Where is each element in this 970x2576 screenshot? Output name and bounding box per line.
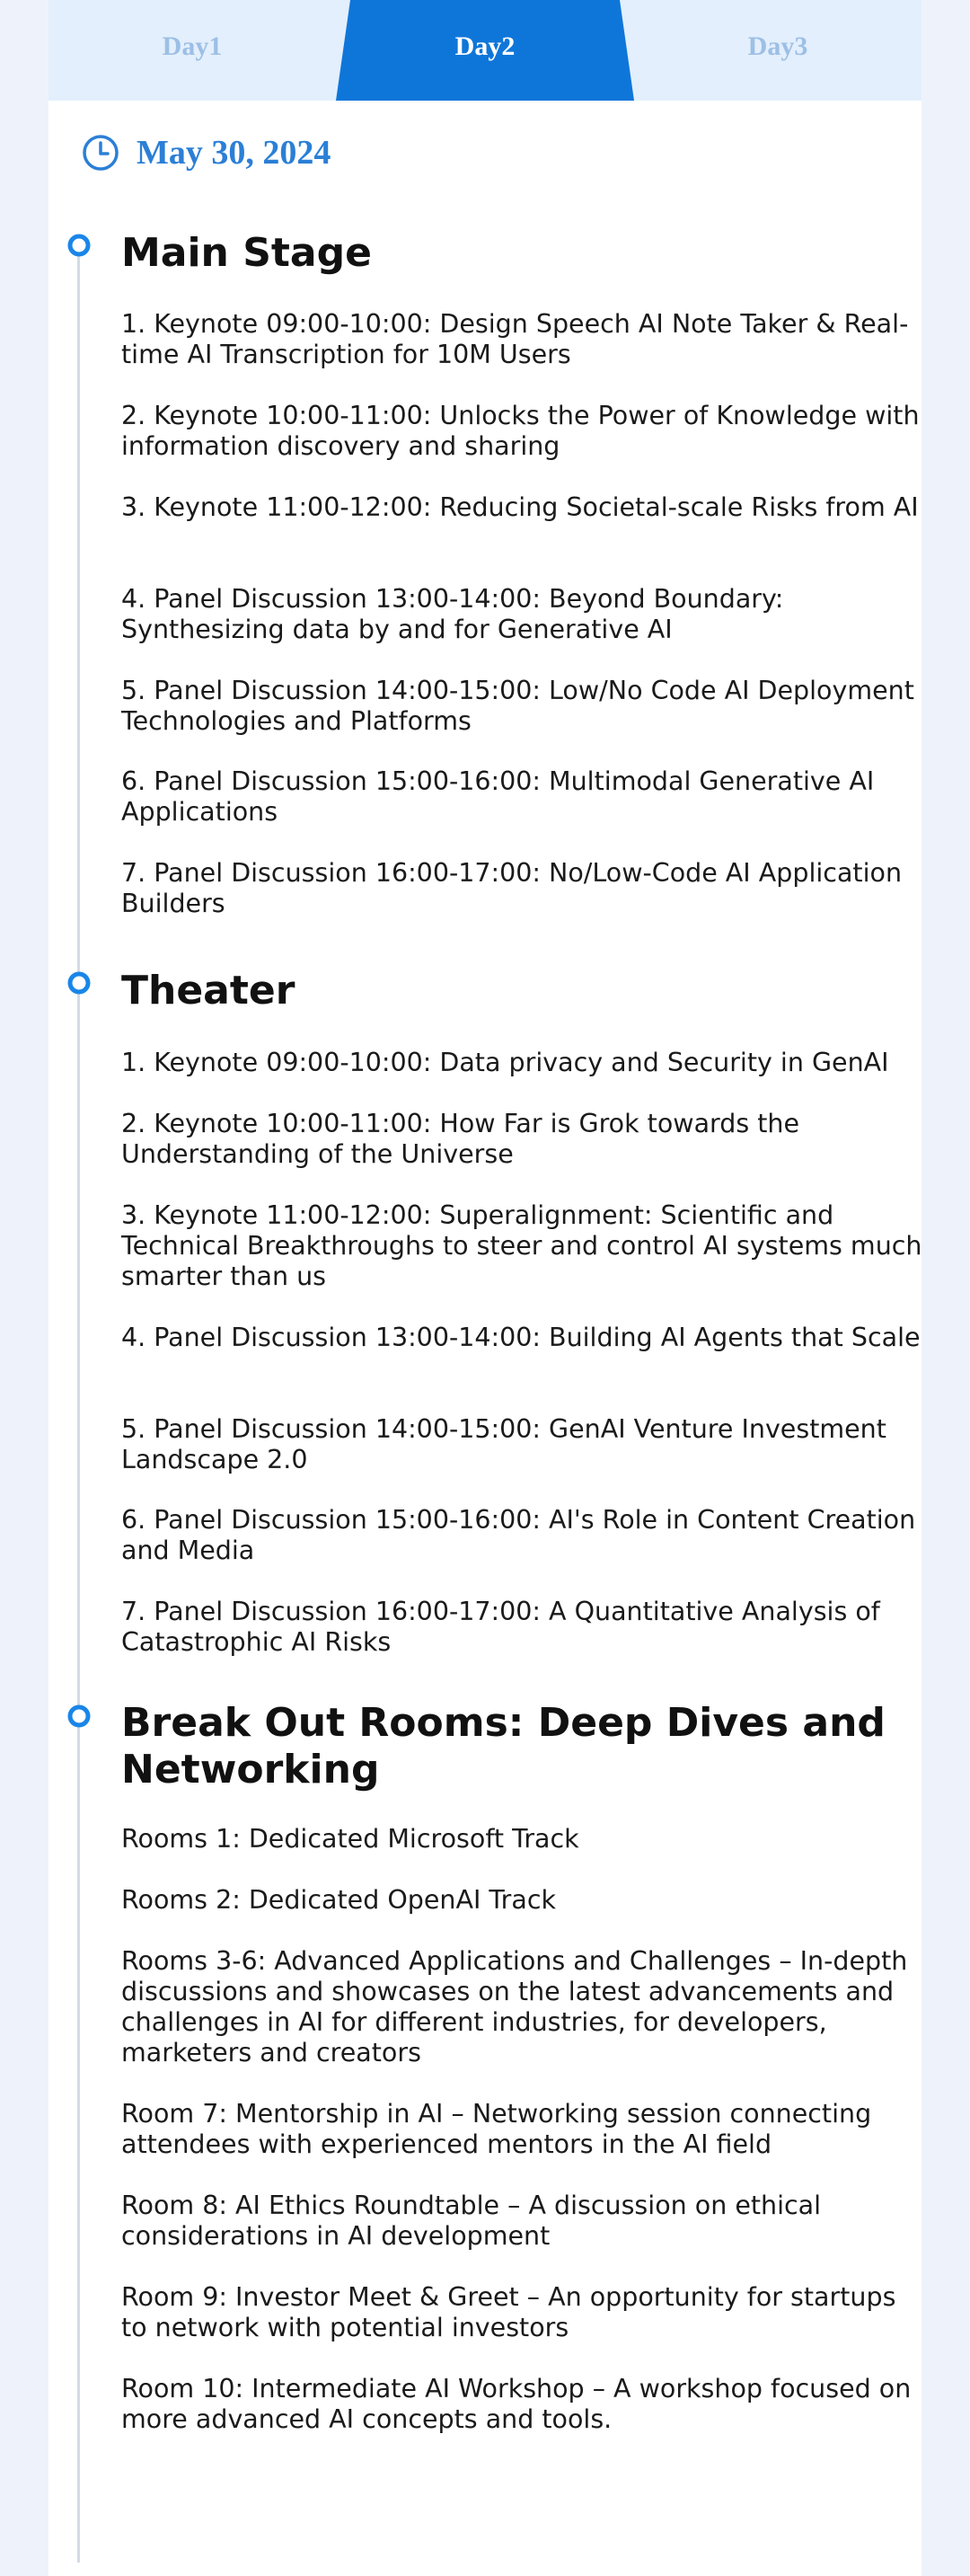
section-title: Theater bbox=[121, 968, 295, 1014]
section-title: Main Stage bbox=[121, 230, 372, 276]
schedule-panel bbox=[48, 0, 922, 2576]
schedule-item: Room 8: AI Ethics Roundtable – A discussion on ethical considerations in AI development bbox=[121, 2191, 822, 2251]
schedule-item: Rooms 2: Dedicated OpenAI Track bbox=[121, 1885, 556, 1915]
schedule-item: 1. Keynote 09:00-10:00: Design Speech AI Note Taker & Real-time AI Transcription for 10M Users bbox=[121, 309, 909, 369]
schedule-item: 2. Keynote 10:00-11:00: Unlocks the Power of Knowledge with information discovery and sharing bbox=[121, 401, 920, 461]
tab-day2[interactable] bbox=[336, 0, 634, 101]
schedule-item: 7. Panel Discussion 16:00-17:00: A Quantitative Analysis of Catastrophic AI Risks bbox=[121, 1597, 880, 1657]
schedule-item: 3. Keynote 11:00-12:00: Reducing Societal-scale Risks from AI bbox=[121, 492, 919, 522]
schedule-item: Room 9: Investor Meet & Greet – An opportunity for startups to network with potential investors bbox=[121, 2282, 896, 2342]
schedule-item: 3. Keynote 11:00-12:00: Superalignment: Scientific and Technical Breakthroughs to steer and control AI systems much smarter than us bbox=[121, 1200, 922, 1291]
schedule-item: 5. Panel Discussion 14:00-15:00: Low/No Code AI Deployment Technologies and Platforms bbox=[121, 676, 914, 736]
schedule-item: Rooms 3-6: Advanced Applications and Challenges – In-depth discussions and showcases on the latest advancements and challenges in AI for different industries, for developers, marketers and creators bbox=[121, 1946, 908, 2067]
timeline-dot-icon bbox=[67, 234, 91, 257]
tab-day2-label: Day2 bbox=[454, 31, 516, 61]
schedule-item: 6. Panel Discussion 15:00-16:00: AI's Role in Content Creation and Media bbox=[121, 1505, 916, 1565]
schedule-item: 7. Panel Discussion 16:00-17:00: No/Low-Code AI Application Builders bbox=[121, 858, 903, 918]
schedule-item: 4. Panel Discussion 13:00-14:00: Building AI Agents that Scale bbox=[121, 1323, 921, 1352]
tab-day1[interactable]: Day1 bbox=[162, 31, 223, 61]
date-row bbox=[81, 126, 331, 180]
schedule-item: 5. Panel Discussion 14:00-15:00: GenAI Venture Investment Landscape 2.0 bbox=[121, 1414, 886, 1474]
schedule-item: 2. Keynote 10:00-11:00: How Far is Grok towards the Understanding of the Universe bbox=[121, 1109, 800, 1169]
timeline-dot-icon bbox=[67, 971, 91, 995]
day-tabs bbox=[48, 0, 922, 101]
schedule-item: Rooms 1: Dedicated Microsoft Track bbox=[121, 1824, 579, 1854]
timeline-line bbox=[77, 244, 80, 2563]
clock-icon bbox=[81, 133, 120, 173]
schedule-item: Room 7: Mentorship in AI – Networking session connecting attendees with experienced mentors in the AI field bbox=[121, 2099, 872, 2159]
section-title: Break Out Rooms: Deep Dives and Networking bbox=[121, 1700, 886, 1793]
timeline-dot-icon bbox=[67, 1704, 91, 1728]
schedule-item: 4. Panel Discussion 13:00-14:00: Beyond Boundary: Synthesizing data by and for Generative AI bbox=[121, 584, 784, 644]
schedule-item: Room 10: Intermediate AI Workshop – A workshop focused on more advanced AI concepts and tools. bbox=[121, 2374, 912, 2434]
schedule-item: 6. Panel Discussion 15:00-16:00: Multimodal Generative AI Applications bbox=[121, 766, 875, 827]
event-date: May 30, 2024 bbox=[137, 134, 331, 172]
tab-day3[interactable]: Day3 bbox=[747, 31, 808, 61]
schedule-item: 1. Keynote 09:00-10:00: Data privacy and Security in GenAI bbox=[121, 1048, 889, 1077]
